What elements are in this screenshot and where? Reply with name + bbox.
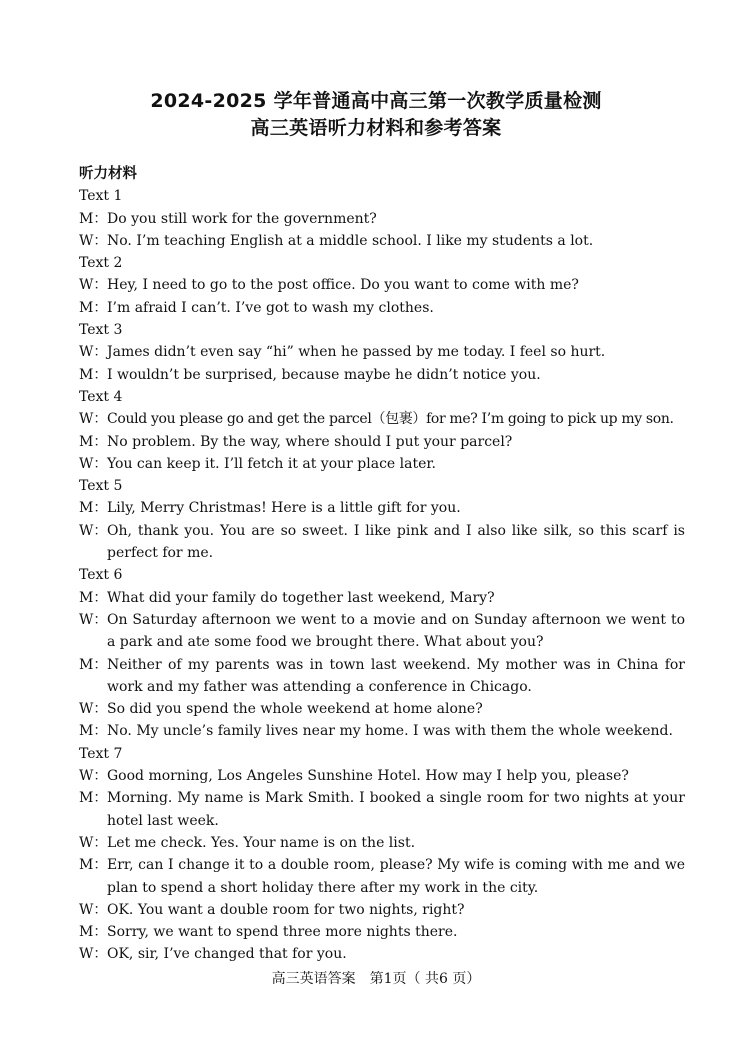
utterance: Sorry, we want to spend three more nights there. xyxy=(107,924,458,941)
dialogue-line xyxy=(79,431,685,453)
speaker: W： xyxy=(79,344,108,361)
speaker: M： xyxy=(79,433,108,450)
speaker: W： xyxy=(79,455,108,472)
dialogue-line xyxy=(79,765,685,787)
dialogue-line xyxy=(79,832,685,854)
speaker: W： xyxy=(79,701,108,718)
speaker: M： xyxy=(79,589,108,606)
dialogue-line xyxy=(79,654,685,699)
speaker: M： xyxy=(79,210,108,227)
dialogue-line xyxy=(79,899,685,921)
text-label: Text 6 xyxy=(79,567,123,584)
speaker: M： xyxy=(79,723,108,740)
speaker: W： xyxy=(79,946,108,963)
utterance: I’m afraid I can’t. I’ve got to wash my clothes. xyxy=(107,299,434,316)
text-label: Text 7 xyxy=(79,745,123,762)
utterance: No. I’m teaching English at a middle school. I like my students a lot. xyxy=(107,232,594,249)
text-label: Text 3 xyxy=(79,322,123,339)
dialogue-line xyxy=(79,587,685,609)
utterance: What did your family do together last weekend, Mary? xyxy=(107,589,495,606)
dialogue-line xyxy=(79,698,685,720)
text-label: Text 4 xyxy=(79,388,123,405)
dialogue-line xyxy=(79,497,685,519)
utterance: I wouldn’t be surprised, because maybe he didn’t notice you. xyxy=(107,366,541,383)
utterance: On Saturday afternoon we went to a movie and on Sunday afternoon we went to a park and ate some food we brought there. What about you? xyxy=(107,611,685,651)
utterance: Do you still work for the government? xyxy=(107,210,377,227)
speaker: W： xyxy=(79,411,108,428)
speaker: W： xyxy=(79,232,108,249)
utterance: James didn’t even say “hi” when he passed by me today. I feel so hurt. xyxy=(107,344,606,361)
dialogue-line xyxy=(79,854,685,899)
section-title: 听力材料 xyxy=(79,166,137,182)
page-footer: 高三英语答案 第1页（ 共6 页） xyxy=(271,971,481,987)
dialogue-line xyxy=(79,453,685,475)
speaker: W： xyxy=(79,522,108,539)
utterance: Morning. My name is Mark Smith. I booked a single room for two nights at your hotel last week. xyxy=(107,790,685,829)
speaker: M： xyxy=(79,924,108,941)
speaker: W： xyxy=(79,611,108,628)
dialogue-line xyxy=(79,208,685,230)
text-label: Text 1 xyxy=(79,188,123,205)
speaker: W： xyxy=(79,277,108,294)
utterance: So did you spend the whole weekend at home alone? xyxy=(107,701,483,718)
utterance: OK, sir, I’ve changed that for you. xyxy=(107,946,347,963)
dialogue-line xyxy=(79,364,685,386)
speaker: M： xyxy=(79,790,108,807)
utterance: Hey, I need to go to the post office. Do you want to come with me? xyxy=(107,277,579,294)
dialogue-line xyxy=(79,520,685,565)
speaker: W： xyxy=(79,834,108,851)
speaker: M： xyxy=(79,500,108,517)
document-title-line1: 2024-2025 学年普通高中高三第一次教学质量检测 xyxy=(150,90,602,112)
speaker: W： xyxy=(79,768,108,785)
utterance: Lily, Merry Christmas! Here is a little gift for you. xyxy=(107,500,461,517)
dialogue-line xyxy=(79,230,685,252)
utterance: Could you please go and get the parcel（包裹）for me? I’m going to pick up my son. xyxy=(107,411,674,428)
dialogue-line xyxy=(79,609,685,654)
speaker: M： xyxy=(79,299,108,316)
dialogue-line xyxy=(79,297,685,319)
utterance: No. My uncle’s family lives near my home. I was with them the whole weekend. xyxy=(107,723,673,740)
utterance: Err, can I change it to a double room, please? My wife is coming with me and we plan to spend a short holiday there after my work in the city. xyxy=(107,857,685,896)
utterance: OK. You want a double room for two nights, right? xyxy=(107,901,465,918)
speaker: W： xyxy=(79,901,108,918)
dialogue-line xyxy=(79,341,685,363)
dialogue-line xyxy=(79,274,685,296)
speaker: M： xyxy=(79,857,108,874)
utterance: Good morning, Los Angeles Sunshine Hotel. How may I help you, please? xyxy=(107,768,629,785)
document-body xyxy=(79,163,685,966)
utterance: Let me check. Yes. Your name is on the list. xyxy=(107,834,416,851)
utterance: No problem. By the way, where should I put your parcel? xyxy=(107,433,513,450)
utterance: Neither of my parents was in town last weekend. My mother was in China for work and my father was attending a conference in Chicago. xyxy=(107,656,685,695)
dialogue-line xyxy=(79,787,685,832)
utterance: You can keep it. I’ll fetch it at your place later. xyxy=(107,455,437,472)
text-label: Text 5 xyxy=(79,478,123,495)
utterance: Oh, thank you. You are so sweet. I like pink and I also like silk, so this scarf is perfect for me. xyxy=(107,522,685,562)
document-title-line2: 高三英语听力材料和参考答案 xyxy=(250,117,502,139)
dialogue-line xyxy=(79,921,685,943)
speaker: M： xyxy=(79,656,108,673)
text-label: Text 2 xyxy=(79,255,123,272)
dialogue-line xyxy=(79,720,685,742)
dialogue-line xyxy=(79,943,685,965)
dialogue-line xyxy=(79,408,685,430)
speaker: M： xyxy=(79,366,108,383)
